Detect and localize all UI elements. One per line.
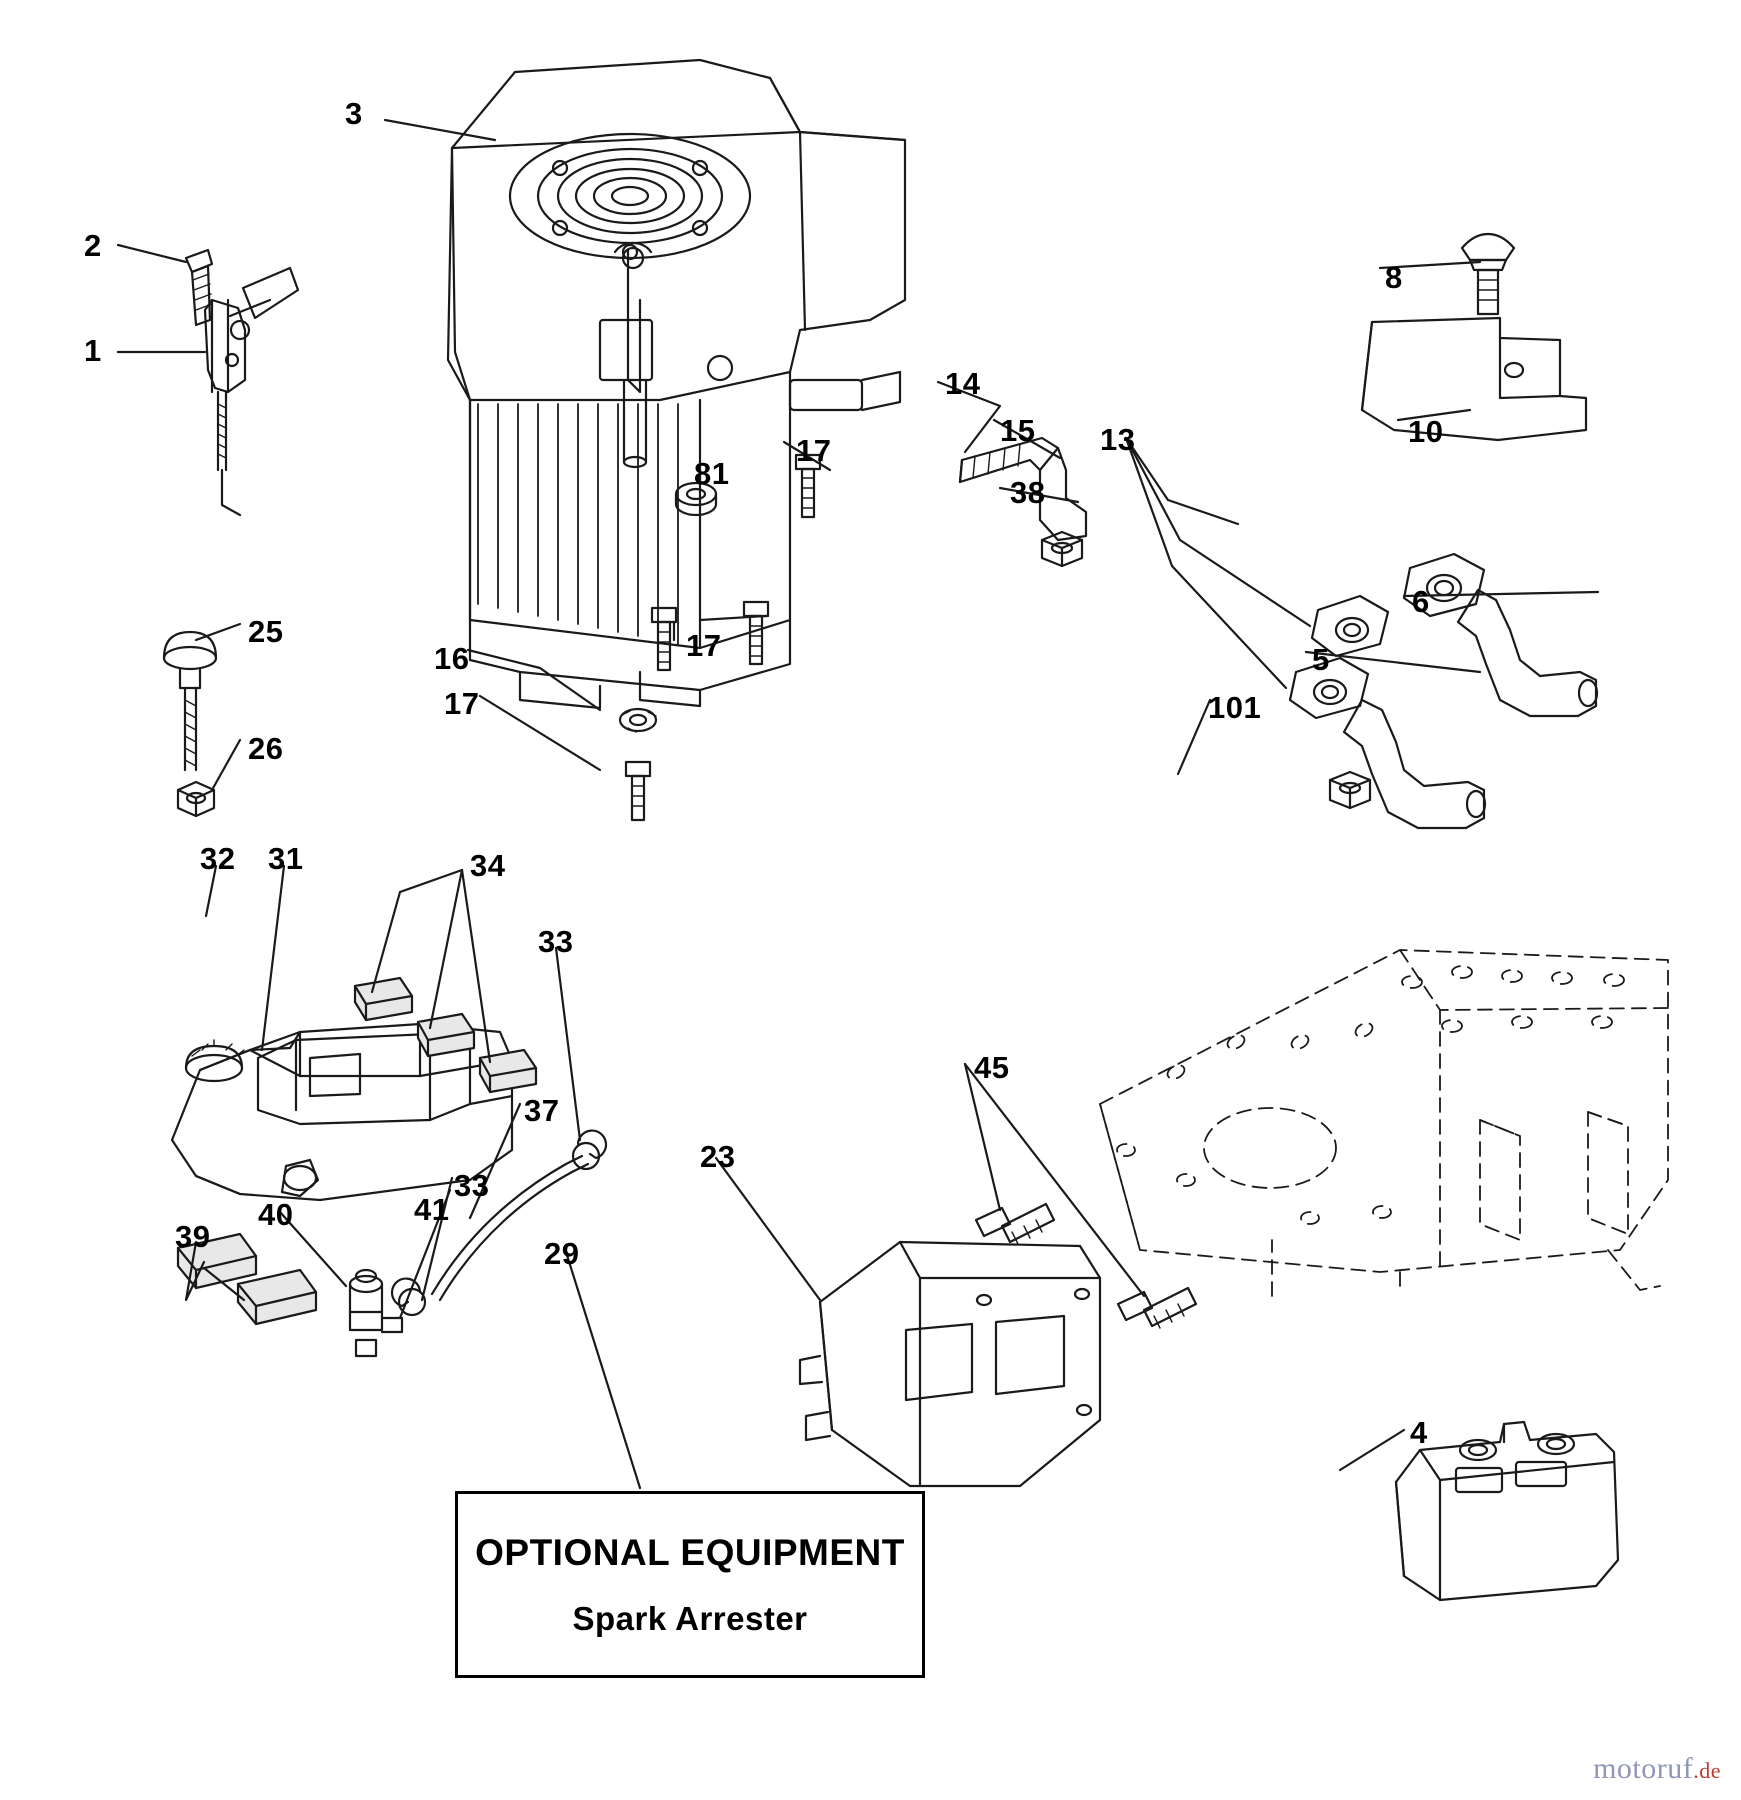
callout-45: 45	[974, 1050, 1010, 1085]
chassis-phantom-drawing	[1100, 950, 1668, 1296]
callout-2: 2	[84, 228, 102, 263]
callout-8: 8	[1385, 260, 1403, 295]
callout-6: 6	[1412, 584, 1430, 619]
callout-25: 25	[248, 614, 284, 649]
callout-17-b: 17	[686, 628, 722, 663]
watermark-tld: .de	[1693, 1758, 1721, 1783]
optional-equipment-title: OPTIONAL EQUIPMENT	[475, 1531, 905, 1573]
screw-8-drawing	[1462, 234, 1514, 314]
callout-33-b: 33	[454, 1168, 490, 1203]
callout-23: 23	[700, 1139, 736, 1174]
callout-26: 26	[248, 731, 284, 766]
callout-34: 34	[470, 848, 506, 883]
throttle-control-drawing	[186, 250, 298, 515]
callout-17-c: 17	[444, 686, 480, 721]
callout-3: 3	[345, 96, 363, 131]
callout-32: 32	[200, 841, 236, 876]
leader-lines	[118, 120, 1598, 1488]
callout-101: 101	[1208, 690, 1262, 725]
muffler-shield-drawing	[800, 1204, 1196, 1486]
callout-33-a: 33	[538, 924, 574, 959]
callout-39: 39	[175, 1219, 211, 1254]
callout-16: 16	[434, 641, 470, 676]
oil-drain-plug-drawing	[164, 632, 216, 816]
callout-37: 37	[524, 1093, 560, 1128]
callout-13: 13	[1100, 422, 1136, 457]
callout-10: 10	[1408, 414, 1444, 449]
callout-81: 81	[694, 456, 730, 491]
callout-17-a: 17	[796, 433, 832, 468]
callout-5: 5	[1312, 642, 1330, 677]
watermark	[1593, 1752, 1721, 1786]
callout-40: 40	[258, 1197, 294, 1232]
callout-15: 15	[1000, 413, 1036, 448]
optional-equipment-subtitle: Spark Arrester	[572, 1599, 808, 1637]
callout-1: 1	[84, 333, 102, 368]
callout-29: 29	[544, 1236, 580, 1271]
heat-shield-drawing	[1362, 318, 1586, 440]
callout-41: 41	[414, 1192, 450, 1227]
muffler-drawing	[1396, 1422, 1618, 1600]
callout-4: 4	[1410, 1415, 1428, 1450]
optional-equipment-box	[455, 1491, 925, 1678]
callout-38: 38	[1010, 475, 1046, 510]
callout-31: 31	[268, 841, 304, 876]
callout-14: 14	[945, 366, 981, 401]
watermark-name: motoruf	[1593, 1752, 1694, 1785]
